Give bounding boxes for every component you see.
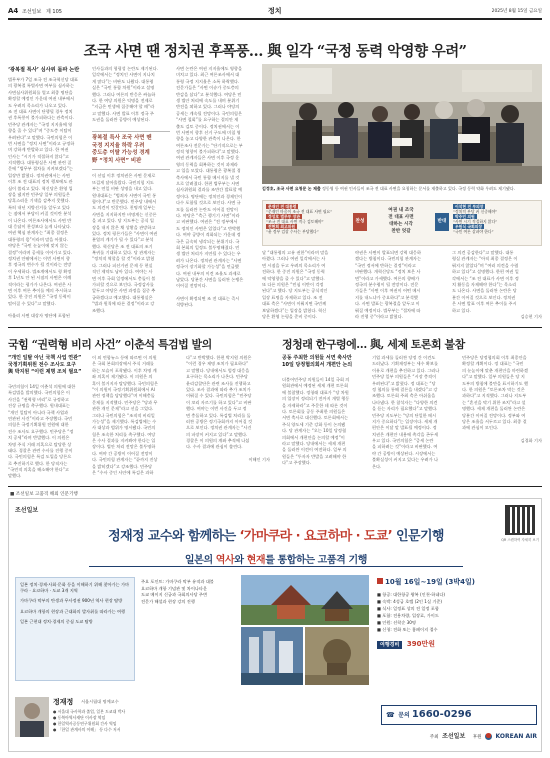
article-body: 달 “대통령의 고유 권한”이라며 말을 아꼈다. 그러나 여권 일각에서는 사 면 시점을 두고 우려의 목소리가 여 전하다. 한 중진 의원은 “국정 동력 에 악영향을 줄 수 있다”고 말했다. 또 다른 의원은 “민심 이반이 걱정 된다”고 했다. 당 지도부는 공식적인 입장 표명을 자제하고 있다. 조 전 대표 측은 “사면이 이뤄지면 국민께 보답하겠다”는 입장을 밝혔다. 혁신 당은 환영 논평을 준비 중이다. — [262, 250, 329, 319]
bio-line: ● 동북아역사재단 이사장 역임 — [53, 715, 106, 720]
sidebar-item-label: 문재인 전 대통령 — [268, 204, 297, 209]
subhead: 공동 주최한 의원들 서면 축사만 — [282, 355, 352, 361]
subhead: 국정 지지율 하락 우려 — [92, 142, 145, 149]
top-story-col3 — [176, 66, 254, 322]
ad-subtitle-a: 역사 — [215, 555, 235, 566]
article-body: 이 선임 이후 정치권은 사면 문제로 뜨겁게 달아올랐다. 국민의힘 지도 부는 연일 비판 성명을 내고 있다. 원내대표는 “범죄자 사면이 국민 통 합이냐”고 반문했다. 민주당 내에서 도 의견이 엇갈린다. 친명계 일부는 사면을 지지하지만 비명계는 신중론 을 펴고 있다. 당 지도부는 공식 입 장을 내지 않은 채 상황을 관망하고 있다. 정치 평론가들은 “사면이 여권 분열의 계기가 될 수 있다”고 분석 했다. 혁신당은 조 전 대표의 조기 복귀를 기대하고 있다. 당 관계자는 “정치적 역할을 할 것”이라고 밝혔 다. 그러나 피선거권 문제 등 현실 적인 제약도 남아 있다. 여야는 사 면 이후 국회 일정에서도 충돌이 불 가피할 것으로 보인다. 국정감사를 앞두고 야당은 사면 과정을 집중 추 궁하겠다고 예고했다. 대통령실은 “법과 원칙에 따른 결정”이라고 강 조했다. — [92, 173, 158, 313]
article-body: 야권은 사면이 발표되면 강력 대응하 겠다는 방침이다. 국민의힘 관계자는 “국민 정서에 반하는 결정”이라고 비판했다. 개혁신당도 “정치 보은 사 면”이라고 가세했다. 여론의 향배가 정국의 분수령이 될 전망이다. 전문 가들은 “사면 이후 여권이 어떤 메시 지를 내느냐가 중요하다”고 분석했 다. 사면 발표는 광복절을 앞두고 이 뤄질 예정이다. 법무부는 “절차에 따 라 진행 중”이라고 밝혔다. — [355, 250, 422, 319]
price-label: 여행경비 — [377, 641, 402, 649]
sidebar-item — [266, 224, 350, 234]
story3-subheads — [282, 355, 366, 369]
news-photo — [262, 64, 542, 184]
meeting-photo-illustration — [262, 64, 542, 184]
ad-bullet: 요코하마 개항의 현장과 근대화의 발자취를 따라가는 여행 — [20, 608, 126, 614]
travel-photos-illustration — [241, 575, 369, 685]
sidebar-item-label: 이석현 전 부의장 — [455, 204, 484, 209]
page-label: A4 — [8, 7, 19, 15]
phone-number: 1660-0296 — [411, 709, 472, 720]
sidebar-item-label: 전현희 최고위원 — [268, 224, 295, 229]
sponsor-label-2: 후원 — [472, 735, 482, 740]
ad-price — [377, 639, 537, 649]
lecturer-portrait — [15, 697, 49, 737]
bio-line: ● 한일역사공동연구위원회 간사 역임 — [53, 721, 117, 726]
edition: 제 105 — [46, 9, 62, 15]
middle-line: 여권 내 조국 — [388, 208, 414, 213]
calendar-icon — [377, 578, 383, 584]
bio-line: ● 서울대 국사학과 졸업, 일본 도쿄대 박사 — [53, 709, 126, 714]
article-body: 민주당은 당정협의회 이후 최종안을 확정할 계획이다. 정 대표는 “국민 의 눈높이에 맞춘 개편안을 마련하겠 다”고 말했다. 일부 의원들은 당 지 도부의 방침에 불만을 표시하기도 했 다. 한 의원은 “토론조차 막는 것은 과하다”고 지적했다. 그러나 지도부 는 “혼선을 막기 위한 조치”라고 설 명했다. 세제 개편을 둘러싼 논란은 당분간 이어질 전망이다. 정부와 여 당은 조율을 서두르고 있다. 최종 결 과에 관심이 모인다. 김경화 기자 — [462, 355, 542, 444]
middle-line: 대하는 시각 — [389, 222, 413, 227]
sidebar-no-list — [453, 204, 539, 234]
ad-subtitle-prefix: 일본의 — [184, 555, 216, 566]
section-title: 정치 — [268, 7, 282, 15]
page-header — [8, 6, 542, 18]
header-rule — [8, 18, 542, 20]
badge-yes: 찬성 — [353, 213, 367, 231]
ad-date — [377, 577, 537, 587]
phone-icon: ☎ — [386, 711, 395, 719]
ad-subtitle — [9, 551, 543, 566]
article-body: 인사들과의 형평성 논란도 제기된다. 일각에서는 “정치인 사면이 지나치 게 많다”는 비판도 나왔다. 대통령 실은 “국민 통합 차원”이라고 설명 했다. 그러나 여론의 반응은 싸늘하 다. 한 여당 의원은 익명을 전제로 “지금은 민생에 집중해야 할 때”라 고 말했다. 사면 발표 이후 정국 주 도권을 둘러싼 공방이 예상된다. — [92, 66, 159, 123]
ad-bullet: 전문가 해설과 현장 강의 진행 — [141, 598, 195, 604]
ad-title-prefix: 정재정 교수와 함께하는 — [108, 529, 240, 544]
lecturer-photo — [15, 697, 49, 737]
sidebar-item-text: “정치적 부담 커 신중해야” — [453, 209, 498, 214]
ad-box — [8, 498, 542, 752]
subhead: 광복절 특사 조국 사면 땐 — [92, 135, 152, 141]
ad-logo: 조선일보 — [15, 507, 39, 514]
article-body: 그 의견 공감한다”고 말했다. 대통 령실 관계자는 “아직 최종 결정은 이 뤄지지 않았다”며 “여러 의견을 수렴 하고 있다”고 설명했다. 한편 여권 일 각에서는 “조 전 대표가 사면 이후 정 치 활동을 자제해야 한다”는 목소리 도 나온다. 사면을 둘러싼 논란은 당 분간 이어질 것으로 보인다. 정치권 은 사면 발표 이후 여론 추이를 주시 하고 있다. 김승현 기자 — [452, 250, 542, 319]
section-divider — [8, 327, 542, 328]
sidebar-item — [266, 214, 350, 224]
divider — [92, 131, 170, 132]
badge-no: 반대 — [435, 213, 449, 231]
korean-air-logo-icon — [485, 733, 492, 740]
caption-text: 정동영 등 여권 인사들이 조국 전 대표 사면을 요청하는 문서를 제출하고 있다. 국정 동력 약화 우려도 제기됐다. — [322, 186, 515, 191]
subhead-box — [92, 135, 170, 165]
kicker: ‘광복절 특사’ 심사위 돌파 논란 — [8, 67, 80, 73]
lecturer-bio — [53, 709, 237, 733]
ad-title-highlight: ‘가마쿠라 · 요코하마 · 도쿄’ — [239, 529, 393, 544]
sidebar-item — [266, 204, 350, 214]
article-body: 사면 논란은 여권 지지율에도 영향을 미치고 있다. 최근 여론조사에서 대 통령 국정 지지율은 소폭 하락했다. 전문가들은 “사면 이슈가 중도층의 반감을 샀다”고 분석했다. 여당은 민 생 법안 처리에 속도를 내며 분위기 반전을 꾀하고 있다. 그러나 야당의 공세는 계속될 전망이다. 국민의힘은 “사면 철회”를 요구하는 결의안 제 출도 검토 중이다. 정치권에서는 이 번 사면이 향후 선거 구도에 미칠 영 향을 놓고 다양한 관측이 나온다. 한 여론조사 전문가는 “단기적으로는 부 정적 영향이 불가피하다”고 말했다. 여권 관계자들은 사면 이후 국정 운 영의 동력을 회복하는 것이 과제라 고 입을 모았다. 대통령은 광복절 경 축사에서 국민 통합 메시지를 낼 것 으로 알려졌다. 한편 법무부는 사면 심사위원회 결과를 조만간 발표할 예 정이다. 명단에는 정치인과 경제인이 다수 포함될 것으로 보인다. 사면 규 모를 둘러싼 논란도 이어질 전망이 다. 야당은 “측근 챙기기 사면”이라 고 비판했다. 여권은 “전 정부에서 도 정치인 사면은 있었다”고 반박했 다. 여야 공방이 격화되는 가운데 정 국은 급속히 냉각되는 분위기다. 국 회 본회의 일정도 불투명해졌다. 민 생 법안 처리가 지연될 수 있다는 우 려가 나온다. 정치권 관계자는 “사면 정국이 장기화할 가능성”을 언급했 다. 여권 내부의 이견 조율도 과제로 남았다. 당분간 사면을 둘러싼 논쟁은 이어질 전망이다. 사면이 확정되면 조 전 대표는 즉시 석방된다. — [176, 66, 244, 308]
ad-bullet: 일본 정치·경제·사회·문화 등을 이해하기 위해 찾아가는 가마쿠라 · 요코하마 · 도쿄 3개 지역 — [20, 582, 130, 594]
divider — [92, 169, 170, 170]
ad-sponsors — [339, 731, 537, 740]
sidebar-item-label: 정성호 법무부 장관 — [268, 214, 300, 219]
story2-headline: 국힘 “권력형 비리 사건” 이춘석 특검법 발의 — [8, 338, 212, 351]
top-story-col1 — [8, 66, 86, 322]
article-body: 법무부가 7일 조국 전 조국혁신당 대표 의 광복절 특별사면 여부를 심사하는 사면심사위원회를 열고 최종 명단을 확정할 예정인 가운데 여권 내부에서 도 우려의 목소리가 나오고 있다. 조 전 대표 사면이 단행될 경우 정치 권 후폭풍이 불가피하다는 관측이다. 민주당 관계자는 “국정 지지율에 영 향을 줄 수 있다”며 “중도층 이탈이 우려된다”고 말했다. 국민의힘은 이 번 사면을 “정치 사면”이라고 규정하 며 강하게 반발하고 있다. 한 여권 인사는 “시기가 적절하지 않다”고 지적했다. 대통령실은 사면 관련 질 문에 “법무부 절차를 지켜보겠다”는 입장만 밝혔다. 정치권에서는 사면 이후 조 전 대표의 정치 행보에도 관 심이 쏠리고 있다. 혁신당은 환영 입 장을 냈지만 민주당 일부 의원들은 당혹스러운 기색을 감추지 못했다. 특히 내년 지방선거를 앞두고 있다 는 점에서 부담이 커질 것이란 분석 이 나온다. 여론조사에서도 사면 반 대 응답이 찬성보다 높게 나타났다. 여권 핵심 관계자는 “최종 결정은 대통령의 몫”이라며 말을 아꼈다. 야당은 “국민 눈높이에 맞지 않는 결정”이라며 공세를 이어가고 있다. 정치권 안팎에서는 이번 사면이 향 후 정국의 변수가 될 것이라는 전망 이 우세하다. 법조계에서도 형 확정 후 1년도 안 된 시점의 사면은 이례 적이라는 평가가 나온다. 여권은 사 면 이후 여론 추이를 예의 주시하고 있다. 한 중진 의원은 “국정 동력이 떨어질 수 있다”고 말했다. 아울러 사면 대상자 명단에 포함된 — [8, 77, 78, 319]
sidebar-item-label: 우원식 국회의장 — [455, 224, 482, 229]
sidebar-item-label: 박주민 의원 — [455, 214, 475, 219]
phone-box[interactable] — [381, 705, 537, 725]
subhead: 국정기획위원 전수 조사도 요구 — [8, 362, 77, 368]
qr-label: QR 스캔하여 자세히 보기 — [501, 538, 539, 542]
sidebar-item-text: “윤 정부 검찰 수사는 부당했다” — [266, 229, 319, 234]
middle-line: 찬반 엇갈 — [391, 229, 411, 234]
top-headline: 조국 사면 땐 정치권 후폭풍… 與 일각 “국정 동력 악영향 우려” — [83, 43, 467, 60]
phone-label: 문의 — [398, 712, 410, 719]
ad-title-suffix: 인문기행 — [392, 529, 444, 544]
ad-bullet: 가마쿠라 막부의 탄생과 무사정권 900년 역사 현장 탐방 — [20, 598, 123, 604]
date: 2025년 8월 15일 금요일 — [491, 9, 542, 14]
paper-name: 조선일보 — [22, 9, 42, 15]
sidebar-item-text: “문재인 마음이 조국 전 대표 사면 필요” — [266, 209, 333, 214]
ad-divider — [8, 486, 542, 487]
article-body: 더불어민주당 의원들이 14일 국회 의 원회관에서 예정된 세제 개편 토론회 에 불참했다. 정청래 대표가 “당 차원 의 입장이 정리되기 전까지 개별 행동 을 자제하라”고 주문한 데 따른 것이 다. 토론회를 공동 주최한 의원들은 서면 축사로 대신했다. 토론회에서는 주식 양도세 기준 강화 등이 논의됐 다. 당 관계자는 “오는 10일 당정협 의회에서 개편안을 논의할 예정”이 라고 말했다. 당내에서는 세제 개편 을 둘러싼 이견이 여전하다. 일부 의 원들은 “투자자 반발을 고려해야 한 다”고 주장했다. — [282, 377, 350, 466]
sidebar-yes-list — [266, 204, 350, 234]
sponsor-label: 주최 — [429, 735, 439, 740]
sidebar-item-text: “조국 전 대표 사면 적극 검토해야” — [266, 219, 324, 224]
ad-bullet: 주요 포인트: 가마쿠라 막부 유적과 대불 — [141, 579, 214, 584]
ad-photo-collage — [241, 575, 369, 685]
sidebar-middle — [371, 207, 431, 235]
ad-bullet: 요코하마 개항 기념관 및 차이나타운 — [141, 585, 208, 591]
subhead: “개인 일탈 아닌 국책 사업 연관” — [8, 355, 82, 361]
ad-info-line: ■ 항공: 대한항공 왕복 (인천-하네다) — [377, 592, 446, 597]
subhead: 野 “정치 사면” 비판 — [92, 157, 142, 164]
caption-bold: 김정호, 조국 사면 요청문 논 제출 — [262, 186, 321, 191]
article-body: 이 외 연합뉴스 등에 따르면 이 의원 은 국회 본회의장에서 주식 거래를 하는 모습이 포착됐다. 이후 차명 계 좌 의혹이 제기됐다. 이 의원은 의 혹이 불거지자 탈당했다. 국민의힘은 “이 의원이 국정기획위원회에서 AI 관련 정책을 담당했다”며 이해충돌 문제를 지적했다. 민주당은 “당과 무 관한 개인 문제”라고 선을 그었다. 그러나 국민의힘은 “조직적 비리일 가능성”을 제기했다. 특검법에는 수 사 대상과 범위가 명시됐다. 국민의 힘은 조속한 처리를 촉구했다. 여당 은 수사 결과를 지켜봐야 한다는 입 장이다. 법안 처리 전망은 불투명하 다. 여야 간 공방이 이어질 전망이 다. 국민의힘 관계자는 “끝까지 진상 을 밝히겠다”고 강조했다. 민주당 은 “수사 중인 사안에 특검은 과하 — [92, 355, 159, 476]
sidebar-item — [453, 204, 539, 214]
sidebar-item-text: “사면 시기 적절하지 않다” — [453, 219, 498, 224]
article-body: 국민의힘이 14일 이춘석 의원에 대한 특검법을 발의했다. 국민의힘은 이 사건을 “권력형 비리”로 규정하고 진상 규명을 촉구했다. 원내대표는 “개인 일탈이 아니라 국책 사업과 연관된 사건”이라고 주장했다. 국민 의힘은 국정기획위원 전원에 대한 전수 조사도 요구했다. 민주당은 “정 치 공세”라며 반발했다. 이 의원은 차명 주식 거래 의혹으로 탈당한 상 태다. 경찰은 관련 수사를 진행 중이 다. 국민의힘은 특검 도입을 당론으 로 추진하기로 했다. 한 당직자는 “국민적 의혹을 해소해야 한다”고 말했다. — [8, 384, 76, 479]
subhead: 與 박지원 “이런 제명 조치 필요” — [8, 369, 82, 375]
ad-title-rule — [89, 566, 463, 567]
sidebar-item-text: “국민 여론 살펴야 한다” — [453, 229, 494, 234]
ad-subtitle-mid: 와 — [234, 555, 247, 566]
ad-info-line: ■ 포함: 전용차량, 입장료, 가이드 — [377, 613, 439, 618]
subhead: 10일 당정협의회서 개편안 논의 — [282, 362, 353, 368]
opinion-sidebar — [262, 200, 542, 246]
ad-info-line: ■ 인원: 선착순 30명 — [377, 620, 416, 625]
ad-bullet: 도쿄 메이지 신궁과 국회의사당 주변 — [141, 592, 208, 598]
lecturer-name: 정재정 — [53, 698, 74, 706]
article-body: 기업 과세를 둘러싼 당정 간 이견도 드러났다. 기획재정부는 세수 확보를 이유로 개편을 추진하고 있다. 그러나 민주당 일부 의원들은 “시장 충격이 우려된다”고 밝혔다. 정 대표는 “당 정 협의를 통해 결론을 내겠다”고 강 조했다. 토론회 주최 측은 아쉬움을 나타냈다. 한 참석자는 “다양한 의견 을 듣는 자리가 필요했다”고 말했다. 민주당 지도부는 “당의 단일한 메시 지가 중요하다”는 입장이다. 세제 개 편안은 이달 말 발표될 예정이다. 정 치권은 개편안 내용에 촉각을 곤두세 우고 있다. 국민의힘은 “증세 논란 을 피하려는 것”이라고 비판했다. 여 야 간 공방이 예상된다. 시장에서는 불확실성이 커지고 있다는 우려가 나 온다. — [372, 355, 440, 469]
ad-date-text: 10월 16일~19일 (3박4일) — [385, 578, 475, 586]
lecturer-role: 서울시립대 명예교수 — [81, 699, 119, 704]
ad-bullets-mid — [141, 579, 237, 605]
article-body: 다”고 반박했다. 한편 박지원 의원은 “이런 경우 제명 조치가 필요하다” 고 말했다. 당내에서도 엄정 대응을 요구하는 목소리가 나온다. 민주당 윤리감찰단은 관련 조사를 진행하고 있다. 조사 결과에 따라 추가 조치가 이뤄질 수 있다. 국민의힘은 “민주당 이 꼬리 자르기를 하고 있다”고 비판 했다. 여야는 이번 사건을 두고 정 면 충돌하고 있다. 특검법 처리를 둘 러싼 공방은 정기국회까지 이어질 것 으로 보인다. 정치권 관계자는 “사건 의 파장이 커지고 있다”고 말했다. 경찰은 이 의원의 계좌 추적에 나섰 다. 수사 결과에 관심이 쏠린다. 이해인 기자 — [186, 355, 270, 463]
story2-subheads — [8, 355, 86, 376]
sponsor-korean-air: KOREAN AIR — [495, 733, 537, 740]
bio-line: ● 「한일 관계사의 이해」 등 다수 저서 — [53, 727, 121, 732]
sidebar-item — [453, 214, 539, 224]
ad-info-line: ■ 숙박: 4성급 호텔 (2인 1실 기준) — [377, 599, 443, 604]
subhead: 중도층 이탈 가능성 경계 — [92, 150, 150, 157]
price-value: 390만원 — [406, 640, 436, 648]
top-story-col2 — [92, 66, 170, 322]
ad-subtitle-b: 현재 — [246, 555, 266, 566]
story3-headline: 정청래 한구령에… 與, 세제 토론회 불참 — [282, 338, 465, 351]
ad-label: ■ 조선일보 고품격 해외 인문기행 — [10, 492, 78, 497]
sidebar-item — [453, 224, 539, 234]
ad-bullet: 일본 근현대 정치·경제의 중심 도쿄 탐방 — [20, 618, 93, 624]
ad-info-line: ■ 신청: 전화 또는 홈페이지 접수 — [377, 627, 438, 632]
ad-info — [377, 591, 537, 633]
ad-info-line: ■ 식사: 일정표 상의 전 일정 포함 — [377, 606, 439, 611]
ad-bullets-left — [15, 577, 135, 681]
photo-caption — [262, 186, 542, 198]
ad-subtitle-suffix: 를 통합하는 고품격 기행 — [265, 555, 368, 566]
ad-title — [9, 525, 543, 544]
sponsor-chosun: 조선일보 — [442, 733, 466, 740]
middle-line: 전 대표 사면 — [388, 215, 414, 220]
